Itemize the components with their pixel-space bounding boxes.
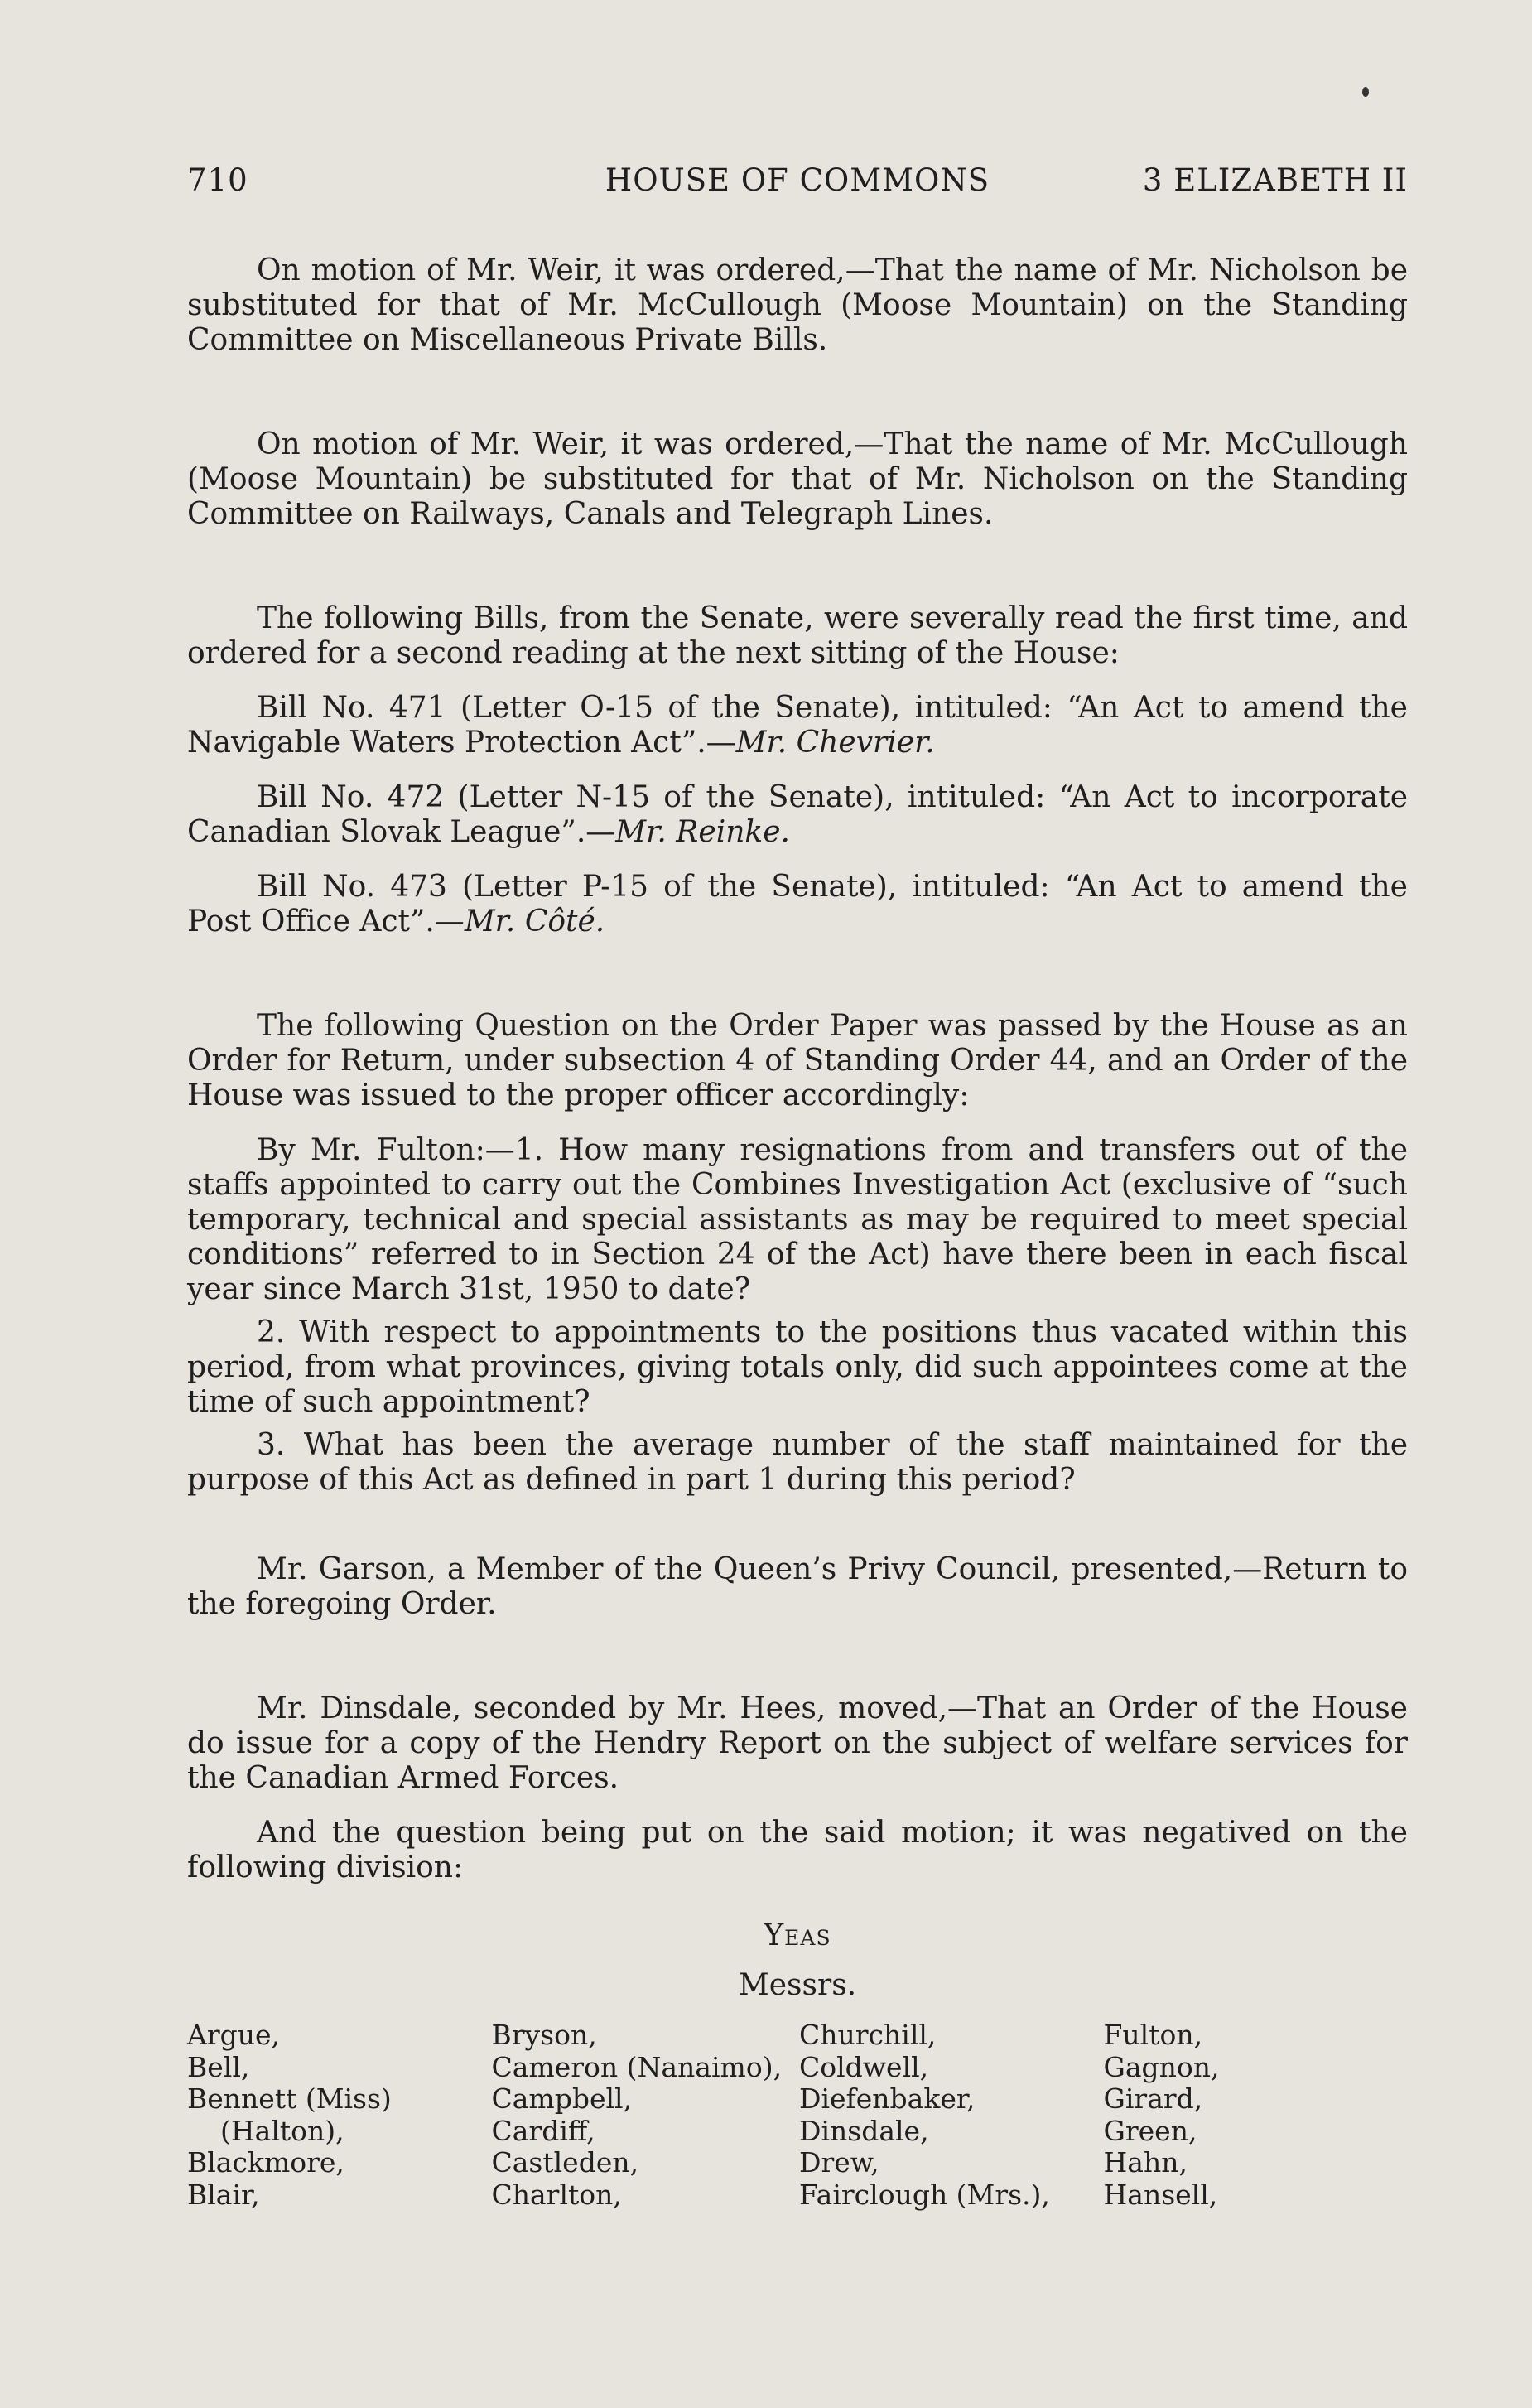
- member-name: Dinsdale,: [799, 2114, 929, 2147]
- motion-nicholson-paragraph: On motion of Mr. Weir, it was ordered,—That the name of Mr. Nicholson be substituted for that of Mr. McCullough (Moose Mountain) on the Standing Committee on Miscellaneous Private Bills.: [187, 253, 1408, 357]
- member-name: Diefenbaker,: [799, 2082, 976, 2115]
- member-name: Coldwell,: [799, 2050, 929, 2083]
- names-column-3: [799, 2020, 1104, 2211]
- senate-bills-intro: The following Bills, from the Senate, were severally read the first time, and ordered for a second reading at the next sitting of the House:: [187, 601, 1408, 670]
- question-3: 3. What has been the average number of the staff maintained for the purpose of this Act as defined in part 1 during this period?: [187, 1428, 1408, 1497]
- bill-472-text: Bill No. 472 (Letter N-15 of the Senate), intituled: “An Act to incorporate Canadian Slovak League”.—: [187, 780, 1408, 849]
- member-name: Bell,: [187, 2050, 250, 2083]
- names-column-1: [187, 2020, 492, 2211]
- member-name: Bennett (Miss): [187, 2082, 392, 2115]
- member-name: Fairclough (Mrs.),: [799, 2178, 1050, 2211]
- member-name: (Halton),: [220, 2114, 344, 2147]
- member-name: Blair,: [187, 2178, 260, 2211]
- journal-title: HOUSE OF COMMONS: [605, 162, 990, 198]
- member-name: Campbell,: [491, 2082, 633, 2115]
- messrs-subheading: Messrs.: [738, 1968, 857, 2002]
- dinsdale-motion: Mr. Dinsdale, seconded by Mr. Hees, moved,—That an Order of the House do issue for a copy of the Hendry Report on the subject of welfare services for the Canadian Armed Forces.: [187, 1691, 1408, 1795]
- names-column-2: [492, 2020, 800, 2211]
- page-number: 710: [187, 162, 248, 198]
- member-name: Hansell,: [1103, 2178, 1218, 2211]
- member-name: Green,: [1103, 2114, 1197, 2147]
- motion-mccullough-paragraph: On motion of Mr. Weir, it was ordered,—That the name of Mr. McCullough (Moose Mountain) be substituted for that of Mr. Nicholson on the Standing Committee on Railways, Canals and Telegraph Lines.: [187, 427, 1408, 531]
- return-presented: Mr. Garson, a Member of the Queen’s Privy Council, presented,—Return to the foregoing Order.: [187, 1552, 1408, 1621]
- order-for-return-intro: The following Question on the Order Paper was passed by the House as an Order for Return, under subsection 4 of Standing Order 44, and an Order of the House was issued to the proper officer accordingly:: [187, 1009, 1408, 1112]
- bill-473-sponsor: Mr. Côté.: [464, 905, 605, 939]
- page-header: [187, 162, 1408, 209]
- bill-471-sponsor: Mr. Chevrier.: [735, 726, 935, 760]
- bill-472-sponsor: Mr. Reinke.: [615, 815, 790, 849]
- regnal-year: 3 ELIZABETH II: [1142, 162, 1408, 198]
- member-name: Fulton,: [1103, 2019, 1203, 2051]
- member-name: Charlton,: [491, 2178, 622, 2211]
- page-body: [187, 253, 1408, 2211]
- bill-473-text: Bill No. 473 (Letter P-15 of the Senate), intituled: “An Act to amend the Post Office Act”.—: [187, 870, 1408, 939]
- member-name: Cameron (Nanaimo),: [491, 2050, 783, 2083]
- member-name: Girard,: [1103, 2082, 1203, 2115]
- member-name: Drew,: [799, 2146, 879, 2179]
- names-column-4: [1104, 2020, 1409, 2211]
- ink-speck: [1362, 87, 1369, 97]
- yeas-heading: Yeas: [764, 1918, 831, 1952]
- bill-471-text: Bill No. 471 (Letter O-15 of the Senate), intituled: “An Act to amend the Navigable Waters Protection Act”.—: [187, 691, 1408, 760]
- question-2: 2. With respect to appointments to the positions thus vacated within this period, from what provinces, giving totals only, did such appointees come at the time of such appointment?: [187, 1315, 1408, 1419]
- division-intro: And the question being put on the said motion; it was negatived on the following division:: [187, 1816, 1408, 1884]
- member-name: Argue,: [187, 2019, 281, 2051]
- member-name: Castleden,: [491, 2146, 639, 2179]
- yeas-names: [187, 2020, 1408, 2211]
- member-name: Bryson,: [491, 2019, 597, 2051]
- bill-473: [187, 870, 1408, 939]
- member-name: Cardiff,: [491, 2114, 595, 2147]
- question-1: By Mr. Fulton:—1. How many resignations from and transfers out of the staffs appointed to carry out the Combines Investigation Act (exclusive of “such temporary, technical and special assistants as may be required to meet special conditions” referred to in Section 24 of the Act) have there been in each fiscal year since March 31st, 1950 to date?: [187, 1133, 1408, 1306]
- member-name: Hahn,: [1103, 2146, 1188, 2179]
- member-name: Gagnon,: [1103, 2050, 1220, 2083]
- bill-471: [187, 691, 1408, 760]
- member-name: Churchill,: [799, 2019, 937, 2051]
- bill-472: [187, 780, 1408, 850]
- member-name: Blackmore,: [187, 2146, 344, 2179]
